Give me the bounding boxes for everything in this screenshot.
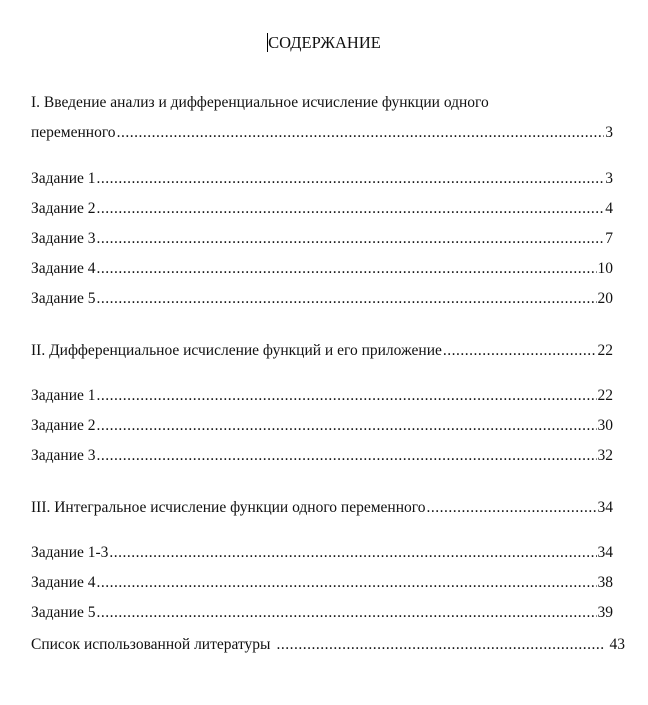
dot-leader <box>97 199 605 219</box>
toc-label: Задание 5 <box>31 604 96 621</box>
dot-leader <box>97 259 597 279</box>
toc-page: 3 <box>605 170 613 187</box>
toc-page: 38 <box>597 574 613 591</box>
toc-page: 20 <box>597 290 613 307</box>
toc-page: 39 <box>597 604 613 621</box>
toc-page: 32 <box>597 447 613 464</box>
dot-leader <box>97 386 597 406</box>
dot-leader <box>97 446 597 466</box>
toc-entry[interactable] <box>31 543 613 563</box>
toc-page: 22 <box>597 387 613 404</box>
toc-page: 3 <box>605 124 613 141</box>
dot-leader <box>117 123 605 143</box>
toc-title <box>0 33 648 53</box>
toc-entry[interactable] <box>31 603 613 623</box>
toc-bibliography[interactable] <box>31 635 625 655</box>
toc-label: Задание 1 <box>31 387 96 404</box>
toc-page: 30 <box>597 417 613 434</box>
toc-label: Задание 2 <box>31 417 96 434</box>
toc-entry[interactable] <box>31 169 613 189</box>
toc-section-1-line1[interactable]: I. Введение анализ и дифференциальное исчисление функции одного <box>31 94 489 111</box>
dot-leader <box>97 169 605 189</box>
toc-section-3[interactable] <box>31 498 613 518</box>
dot-leader <box>97 603 597 623</box>
toc-section-2[interactable] <box>31 341 613 361</box>
dot-leader <box>443 341 597 361</box>
dot-leader <box>426 498 596 518</box>
toc-entry[interactable] <box>31 386 613 406</box>
dot-leader <box>109 543 596 563</box>
toc-page: 34 <box>597 499 613 516</box>
toc-page: 43 <box>609 636 625 653</box>
toc-label: Задание 3 <box>31 447 96 464</box>
toc-entry[interactable] <box>31 229 613 249</box>
toc-entry[interactable] <box>31 259 613 279</box>
toc-page: 10 <box>597 260 613 277</box>
toc-entry[interactable] <box>31 446 613 466</box>
toc-title-text: СОДЕРЖАНИЕ <box>268 33 381 52</box>
toc-label: Задание 4 <box>31 574 96 591</box>
dot-leader <box>97 289 597 309</box>
toc-label: Задание 1-3 <box>31 544 109 561</box>
toc-page: 22 <box>597 342 613 359</box>
toc-label: Задание 1 <box>31 170 96 187</box>
toc-entry[interactable] <box>31 416 613 436</box>
toc-label: III. Интегральное исчисление функции одного переменного <box>31 499 426 516</box>
toc-page: 4 <box>605 200 613 217</box>
toc-entry[interactable] <box>31 289 613 309</box>
toc-label: Задание 5 <box>31 290 96 307</box>
toc-section-1[interactable] <box>31 123 613 143</box>
toc-label: II. Дифференциальное исчисление функций и его приложение <box>31 342 442 359</box>
toc-label: Список использованной литературы <box>31 636 271 653</box>
toc-label: Задание 4 <box>31 260 96 277</box>
dot-leader <box>97 229 605 249</box>
dot-leader <box>97 573 597 593</box>
toc-entry[interactable] <box>31 573 613 593</box>
dot-leader <box>276 635 603 655</box>
toc-page: 34 <box>597 544 613 561</box>
toc-entry[interactable] <box>31 199 613 219</box>
toc-label: Задание 2 <box>31 200 96 217</box>
dot-leader <box>97 416 597 436</box>
toc-label: переменного <box>31 124 116 141</box>
toc-label: Задание 3 <box>31 230 96 247</box>
toc-page: 7 <box>605 230 613 247</box>
